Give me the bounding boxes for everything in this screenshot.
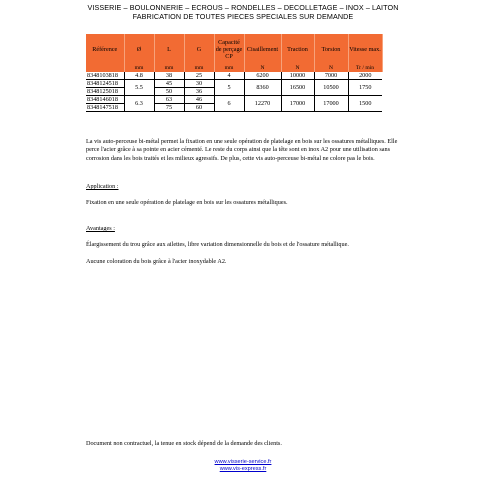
avantages-section: [86, 225, 406, 266]
table-cell: 25: [184, 72, 214, 80]
avantages-title: Avantages :: [86, 225, 115, 232]
table-row: [86, 96, 382, 104]
unit-cell: mm: [184, 65, 214, 72]
description-paragraph: [86, 138, 406, 163]
col-speed: Vitesse max.: [348, 34, 382, 65]
table-units-row: [86, 65, 382, 72]
unit-cell: mm: [154, 65, 184, 72]
table-row: [86, 80, 382, 88]
col-length: L: [154, 34, 184, 65]
table-cell: 6.3: [124, 96, 154, 112]
application-section: [86, 183, 406, 208]
application-text: Fixation en une seule opération de platelage en bois sur les ossatures métalliques.: [86, 199, 288, 207]
table-cell: 12270: [244, 96, 281, 112]
table-cell: 45: [154, 80, 184, 88]
table-cell: 60: [184, 104, 214, 112]
col-torsion: Torsion: [314, 34, 348, 65]
table-cell: 75: [154, 104, 184, 112]
reference-cell: 8348124518: [86, 80, 124, 88]
reference-cell: 8348103818: [86, 72, 124, 80]
table-cell: 36: [184, 88, 214, 96]
table-cell: 16500: [281, 80, 314, 96]
table-cell: 5.5: [124, 80, 154, 96]
unit-cell: N: [244, 65, 281, 72]
document-header: [0, 3, 486, 21]
table-cell: 46: [184, 96, 214, 104]
avantages-item-1: Élargissement du trou grâce aux ailettes, libre variation dimensionnelle du bois et de l'ossature métallique.: [86, 241, 349, 249]
avantages-item-2: Aucune coloration du bois grâce à l'acier inoxydable A2.: [86, 257, 227, 265]
unit-cell: Tr / min: [348, 65, 382, 72]
reference-cell: 8348147518: [86, 104, 124, 112]
website-link-2[interactable]: www.vis-express.fr: [219, 466, 267, 473]
spec-table: [86, 34, 383, 112]
table-cell: 17000: [314, 96, 348, 112]
description-text: La vis auto-perceuse bi-métal permet la fixation en une seule opération de platelage en bois sur les ossatures métalliques. Elle perce l'acier grâce à sa pointe en acier cémenté. Le reste du corps ainsi que la tête sont en inox A2 pour une utilisation sans corrosion dans les bois traités et les milieux agressifs. De plus, cette vis auto-perceuse bi-métal ne colore pas le bois.: [86, 138, 398, 162]
unit-cell: N: [281, 65, 314, 72]
reference-cell: 8348146018: [86, 96, 124, 104]
table-header-row: [86, 34, 382, 65]
col-g: G: [184, 34, 214, 65]
header-line-1: VISSERIE – BOULONNERIE – ECROUS – RONDELLES – DECOLLETAGE – INOX – LAITON: [87, 3, 399, 12]
unit-cell: [86, 65, 124, 72]
table-row: [86, 72, 382, 80]
footer-links: [0, 459, 486, 474]
reference-cell: 8348125018: [86, 88, 124, 96]
table-cell: 30: [184, 80, 214, 88]
table-cell: 17000: [281, 96, 314, 112]
table-cell: 50: [154, 88, 184, 96]
col-shear: Cisaillement: [244, 34, 281, 65]
table-cell: 7000: [314, 72, 348, 80]
table-cell: 38: [154, 72, 184, 80]
table-cell: 4.8: [124, 72, 154, 80]
table-cell: 2000: [348, 72, 382, 80]
table-cell: 8360: [244, 80, 281, 96]
table-cell: 1750: [348, 80, 382, 96]
col-reference: Référence: [86, 34, 124, 65]
application-title: Application :: [86, 183, 119, 190]
footer-note: Document non contractuel, la tenue en stock dépend de la demande des clients.: [86, 440, 282, 447]
table-cell: 6200: [244, 72, 281, 80]
table-cell: 1500: [348, 96, 382, 112]
unit-cell: mm: [214, 65, 244, 72]
website-link-1[interactable]: www.visserie-service.fr: [214, 459, 272, 465]
unit-cell: mm: [124, 65, 154, 72]
table-cell: 10000: [281, 72, 314, 80]
header-line-2: FABRICATION DE TOUTES PIECES SPECIALES SUR DEMANDE: [132, 12, 354, 21]
col-traction: Traction: [281, 34, 314, 65]
table-cell: 4: [214, 72, 244, 80]
col-capacity: Capacité de perçage CP: [214, 34, 244, 65]
unit-cell: N: [314, 65, 348, 72]
table-cell: 6: [214, 96, 244, 112]
col-diameter: Ø: [124, 34, 154, 65]
table-cell: 63: [154, 96, 184, 104]
table-cell: 10500: [314, 80, 348, 96]
table-cell: 5: [214, 80, 244, 96]
